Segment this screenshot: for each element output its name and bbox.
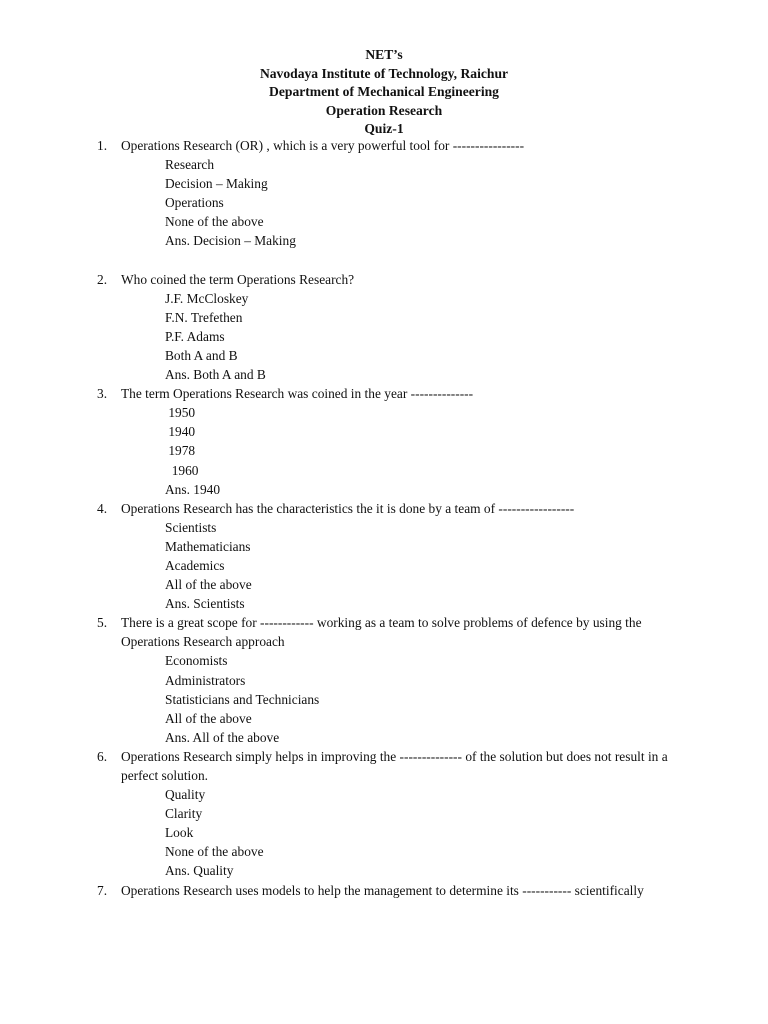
department-name: Department of Mechanical Engineering	[269, 84, 499, 99]
answer-line: Ans. Scientists	[165, 596, 245, 612]
option-list	[0, 403, 768, 498]
option-item: Look	[165, 825, 194, 841]
document-header	[0, 46, 768, 139]
question-7	[0, 881, 768, 900]
question-2	[0, 270, 768, 385]
option-item: Decision – Making	[165, 176, 268, 192]
question-text: Operations Research (OR) , which is a very powerful tool for ----------------	[121, 138, 525, 153]
option-list	[0, 518, 768, 613]
option-item: Both A and B	[165, 347, 238, 363]
option-item: Mathematicians	[165, 538, 251, 554]
option-item: 1950	[165, 405, 196, 421]
question-number: 5.	[97, 615, 108, 631]
question-number: 4.	[97, 500, 108, 516]
question-5	[0, 613, 768, 747]
option-item: J.F. McCloskey	[165, 290, 249, 306]
question-1	[0, 136, 768, 270]
option-item: None of the above	[165, 214, 264, 230]
question-number: 2.	[97, 271, 108, 287]
option-item: Economists	[165, 653, 228, 669]
question-text: The term Operations Research was coined in the year --------------	[121, 386, 474, 402]
option-item: Statisticians and Technicians	[165, 691, 320, 707]
option-item: Administrators	[165, 672, 246, 688]
institution-short-name: NET’s	[365, 47, 403, 62]
option-list	[0, 289, 768, 384]
option-list	[0, 155, 768, 250]
option-item: 1960	[165, 462, 199, 478]
question-number: 1.	[97, 138, 108, 153]
option-list	[0, 785, 768, 880]
question-number: 3.	[97, 386, 108, 402]
answer-line: Ans. 1940	[165, 481, 221, 497]
answer-line: Ans. Decision – Making	[165, 233, 296, 249]
course-name: Operation Research	[325, 102, 443, 118]
question-number: 7.	[97, 882, 108, 898]
question-text: Operations Research has the characteristics the it is done by a team of -----------------	[121, 500, 575, 516]
spacer	[0, 251, 768, 270]
option-item: Academics	[165, 557, 225, 573]
option-item: F.N. Trefethen	[165, 309, 243, 325]
option-item: Scientists	[165, 519, 217, 535]
option-item: Quality	[165, 787, 206, 803]
question-text: Who coined the term Operations Research?	[121, 271, 355, 287]
question-text: Operations Research uses models to help the management to determine its ----------- scientifically	[121, 882, 644, 898]
option-list	[0, 651, 768, 746]
option-item: 1940	[165, 424, 196, 440]
question-text: Operations Research simply helps in improving the -------------- of the solution but does not result in a perfect solution.	[121, 748, 668, 783]
option-item: Operations	[165, 195, 224, 211]
question-list	[0, 136, 768, 900]
question-text: There is a great scope for ------------ working as a team to solve problems of defence by using the Operations Research approach	[121, 615, 642, 650]
answer-line: Ans. Quality	[165, 863, 234, 879]
institution-name: Navodaya Institute of Technology, Raichur	[259, 65, 509, 81]
option-item: P.F. Adams	[165, 328, 225, 344]
question-4	[0, 499, 768, 614]
question-6	[0, 747, 768, 881]
option-item: Research	[165, 157, 215, 173]
option-item: 1978	[165, 443, 196, 459]
option-item: Clarity	[165, 806, 203, 822]
option-item: None of the above	[165, 844, 264, 860]
option-item: All of the above	[165, 577, 252, 593]
option-item: All of the above	[165, 710, 252, 726]
quiz-title: Quiz-1	[364, 121, 404, 136]
question-3	[0, 384, 768, 499]
answer-line: Ans. Both A and B	[165, 367, 266, 383]
question-number: 6.	[97, 748, 108, 764]
answer-line: Ans. All of the above	[165, 729, 280, 745]
